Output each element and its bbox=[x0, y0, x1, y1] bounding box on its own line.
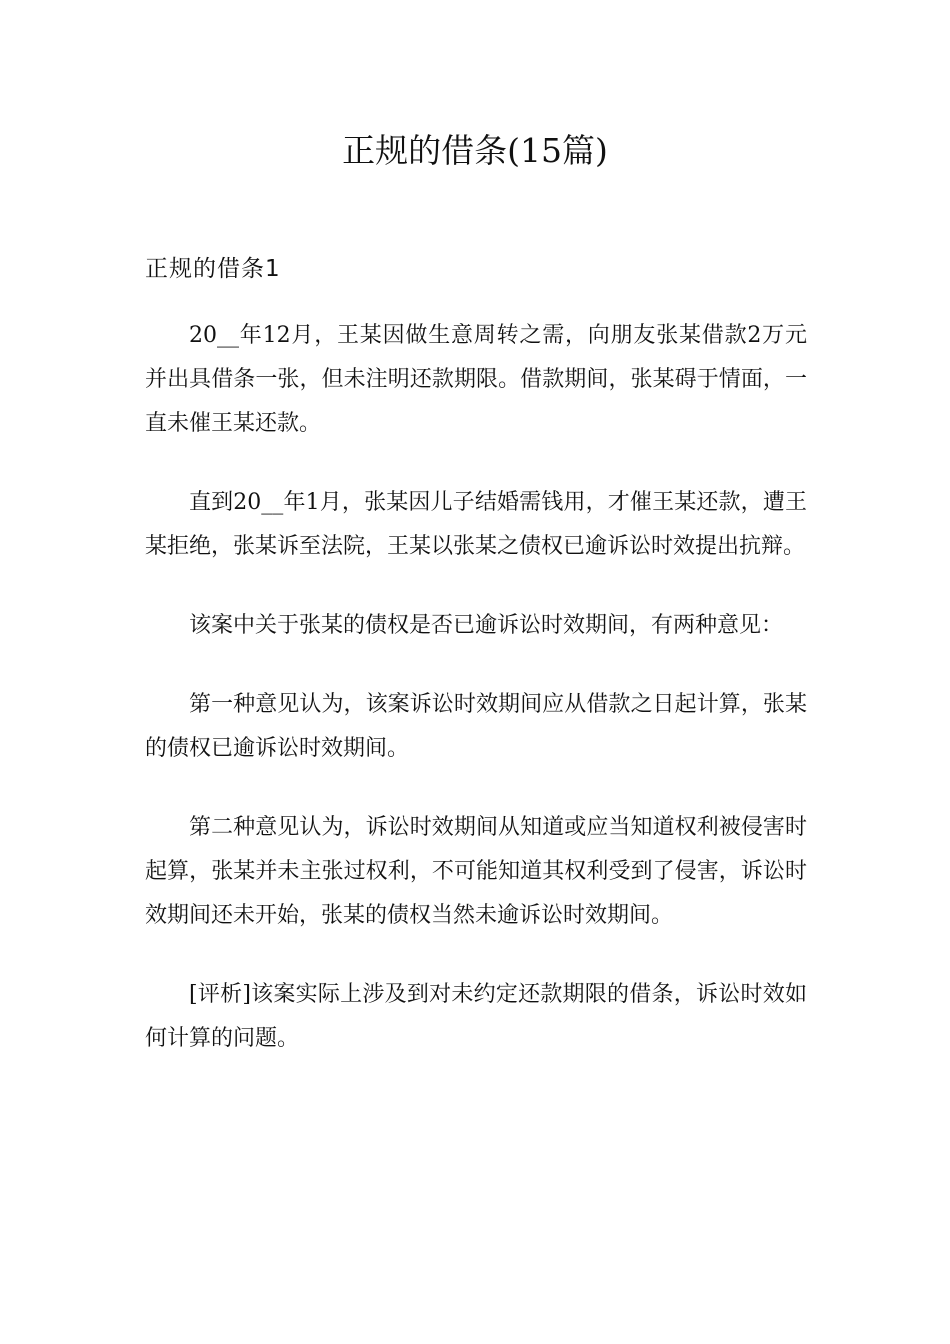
paragraph-lawsuit: 直到20__年1月，张某因儿子结婚需钱用，才催王某还款，遭王某拒绝，张某诉至法院，王某以张某之债权已逾诉讼时效提出抗辩。 bbox=[145, 490, 807, 559]
document-title: 正规的借条(15篇) bbox=[342, 131, 608, 170]
paragraph-two-opinions: 该案中关于张某的债权是否已逾诉讼时效期间，有两种意见： bbox=[189, 613, 784, 638]
section-heading: 正规的借条1 bbox=[145, 256, 281, 282]
paragraph-analysis: [评析]该案实际上涉及到对未约定还款期限的借条，诉讼时效如何计算的问题。 bbox=[145, 982, 807, 1051]
paragraph-first-opinion: 第一种意见认为，该案诉讼时效期间应从借款之日起计算，张某的债权已逾诉讼时效期间。 bbox=[145, 692, 807, 761]
paragraph-case-background: 20__年12月，王某因做生意周转之需，向朋友张某借款2万元并出具借条一张，但未注明还款期限。借款期间，张某碍于情面，一直未催王某还款。 bbox=[145, 323, 807, 436]
paragraph-second-opinion: 第二种意见认为，诉讼时效期间从知道或应当知道权利被侵害时起算，张某并未主张过权利，不可能知道其权利受到了侵害，诉讼时效期间还未开始，张某的债权当然未逾诉讼时效期间。 bbox=[145, 815, 807, 928]
document-body bbox=[145, 314, 807, 1096]
